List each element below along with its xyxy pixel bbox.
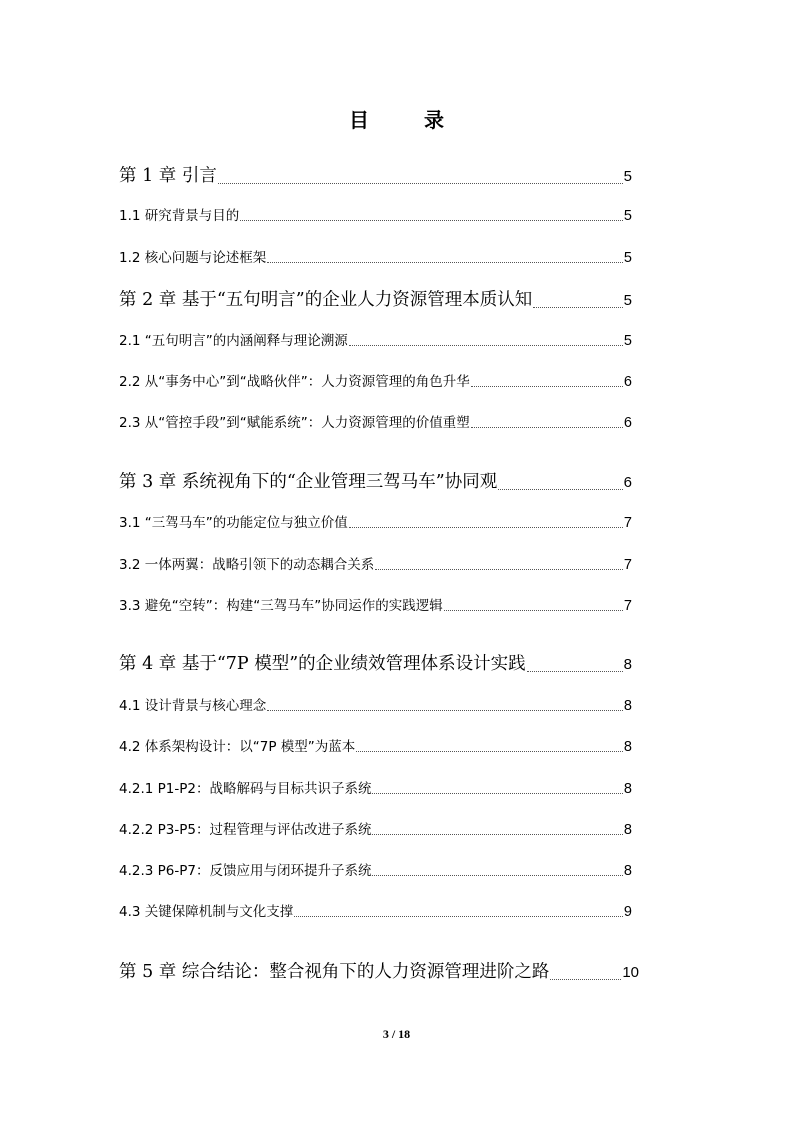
dot-leader xyxy=(218,183,623,184)
dot-leader xyxy=(444,610,623,611)
toc-entry-text: 3.3 避免“空转”：构建“三驾马车”协同运作的实践逻辑 xyxy=(119,598,443,614)
toc-entry[interactable] xyxy=(119,413,632,433)
toc-entry-page: 7 xyxy=(623,598,632,614)
toc-entry-page: 6 xyxy=(623,374,632,390)
toc-entry[interactable] xyxy=(119,902,632,922)
toc-entry[interactable] xyxy=(119,513,632,533)
toc-entry-page: 6 xyxy=(623,415,632,431)
toc-entry[interactable] xyxy=(119,288,632,313)
dot-leader xyxy=(471,427,623,428)
toc-title: 目 录 xyxy=(349,108,468,132)
dot-leader xyxy=(349,345,623,346)
toc-entry[interactable] xyxy=(119,164,632,189)
dot-leader xyxy=(527,671,623,672)
toc-entry-page: 5 xyxy=(623,168,632,185)
dot-leader xyxy=(356,751,623,752)
toc-entry-text: 第 1 章 引言 xyxy=(119,166,217,186)
toc-entry[interactable] xyxy=(119,696,632,716)
toc-entry[interactable] xyxy=(119,596,632,616)
toc-entry-page: 5 xyxy=(623,250,632,266)
toc-entry[interactable] xyxy=(119,206,632,226)
toc-entry-page: 8 xyxy=(623,863,632,879)
page-number: 3 / 18 xyxy=(382,1027,411,1041)
dot-leader xyxy=(375,569,623,570)
toc-entry-text: 4.2.2 P3-P5：过程管理与评估改进子系统 xyxy=(119,822,372,838)
toc-entry-text: 1.2 核心问题与论述框架 xyxy=(119,250,267,266)
toc-entry-page: 10 xyxy=(622,964,639,981)
toc-entry[interactable] xyxy=(119,737,632,757)
toc-entry-text: 2.1 “五句明言”的内涵阐释与理论溯源 xyxy=(119,333,348,349)
toc-entry[interactable] xyxy=(119,331,632,351)
dot-leader xyxy=(471,386,623,387)
toc-entry-text: 1.1 研究背景与目的 xyxy=(119,208,240,224)
dot-leader xyxy=(550,979,621,980)
toc-entry-text: 4.1 设计背景与核心理念 xyxy=(119,698,267,714)
dot-leader xyxy=(294,916,623,917)
toc-entry-text: 3.2 一体两翼：战略引领下的动态耦合关系 xyxy=(119,557,375,573)
toc-entry-page: 8 xyxy=(623,822,632,838)
toc-entry-page: 9 xyxy=(623,904,632,920)
dot-leader xyxy=(533,307,622,308)
toc-entry-page: 7 xyxy=(623,557,632,573)
toc-entry[interactable] xyxy=(119,372,632,392)
toc-entry-page: 8 xyxy=(623,656,632,673)
dot-leader xyxy=(372,875,622,876)
toc-entry[interactable] xyxy=(119,861,632,881)
toc-entry[interactable] xyxy=(119,820,632,840)
toc-entry[interactable] xyxy=(119,555,632,575)
dot-leader xyxy=(498,489,622,490)
dot-leader xyxy=(372,793,622,794)
toc-entry-page: 8 xyxy=(623,781,632,797)
toc-entry-text: 第 2 章 基于“五句明言”的企业人力资源管理本质认知 xyxy=(119,290,533,310)
toc-entry[interactable] xyxy=(119,652,632,677)
dot-leader xyxy=(267,710,623,711)
toc-entry[interactable] xyxy=(119,960,639,985)
dot-leader xyxy=(240,220,623,221)
toc-entry[interactable] xyxy=(119,470,632,495)
toc-entry-text: 4.2.3 P6-P7：反馈应用与闭环提升子系统 xyxy=(119,863,372,879)
toc-entry-text: 第 5 章 综合结论：整合视角下的人力资源管理进阶之路 xyxy=(119,962,550,982)
toc-entry-page: 8 xyxy=(623,739,632,755)
dot-leader xyxy=(372,834,622,835)
toc-entry-page: 5 xyxy=(623,292,632,309)
toc-entry-text: 2.2 从“事务中心”到“战略伙伴”：人力资源管理的角色升华 xyxy=(119,374,470,390)
toc-entry-text: 4.2 体系架构设计：以“7P 模型”为蓝本 xyxy=(119,739,356,755)
toc-entry[interactable] xyxy=(119,779,632,799)
toc-entry[interactable] xyxy=(119,248,632,268)
dot-leader xyxy=(349,527,623,528)
toc-entry-text: 3.1 “三驾马车”的功能定位与独立价值 xyxy=(119,515,348,531)
toc-entry-page: 5 xyxy=(623,208,632,224)
toc-entry-text: 第 4 章 基于“7P 模型”的企业绩效管理体系设计实践 xyxy=(119,654,526,674)
toc-entry-page: 7 xyxy=(623,515,632,531)
toc-entry-page: 8 xyxy=(623,698,632,714)
toc-entry-page: 5 xyxy=(623,333,632,349)
toc-entry-text: 4.2.1 P1-P2：战略解码与目标共识子系统 xyxy=(119,781,372,797)
toc-entry-text: 2.3 从“管控手段”到“赋能系统”：人力资源管理的价值重塑 xyxy=(119,415,470,431)
toc-entry-page: 6 xyxy=(623,474,632,491)
toc-entry-text: 第 3 章 系统视角下的“企业管理三驾马车”协同观 xyxy=(119,472,498,492)
toc-entry-text: 4.3 关键保障机制与文化支撑 xyxy=(119,904,294,920)
dot-leader xyxy=(267,262,623,263)
